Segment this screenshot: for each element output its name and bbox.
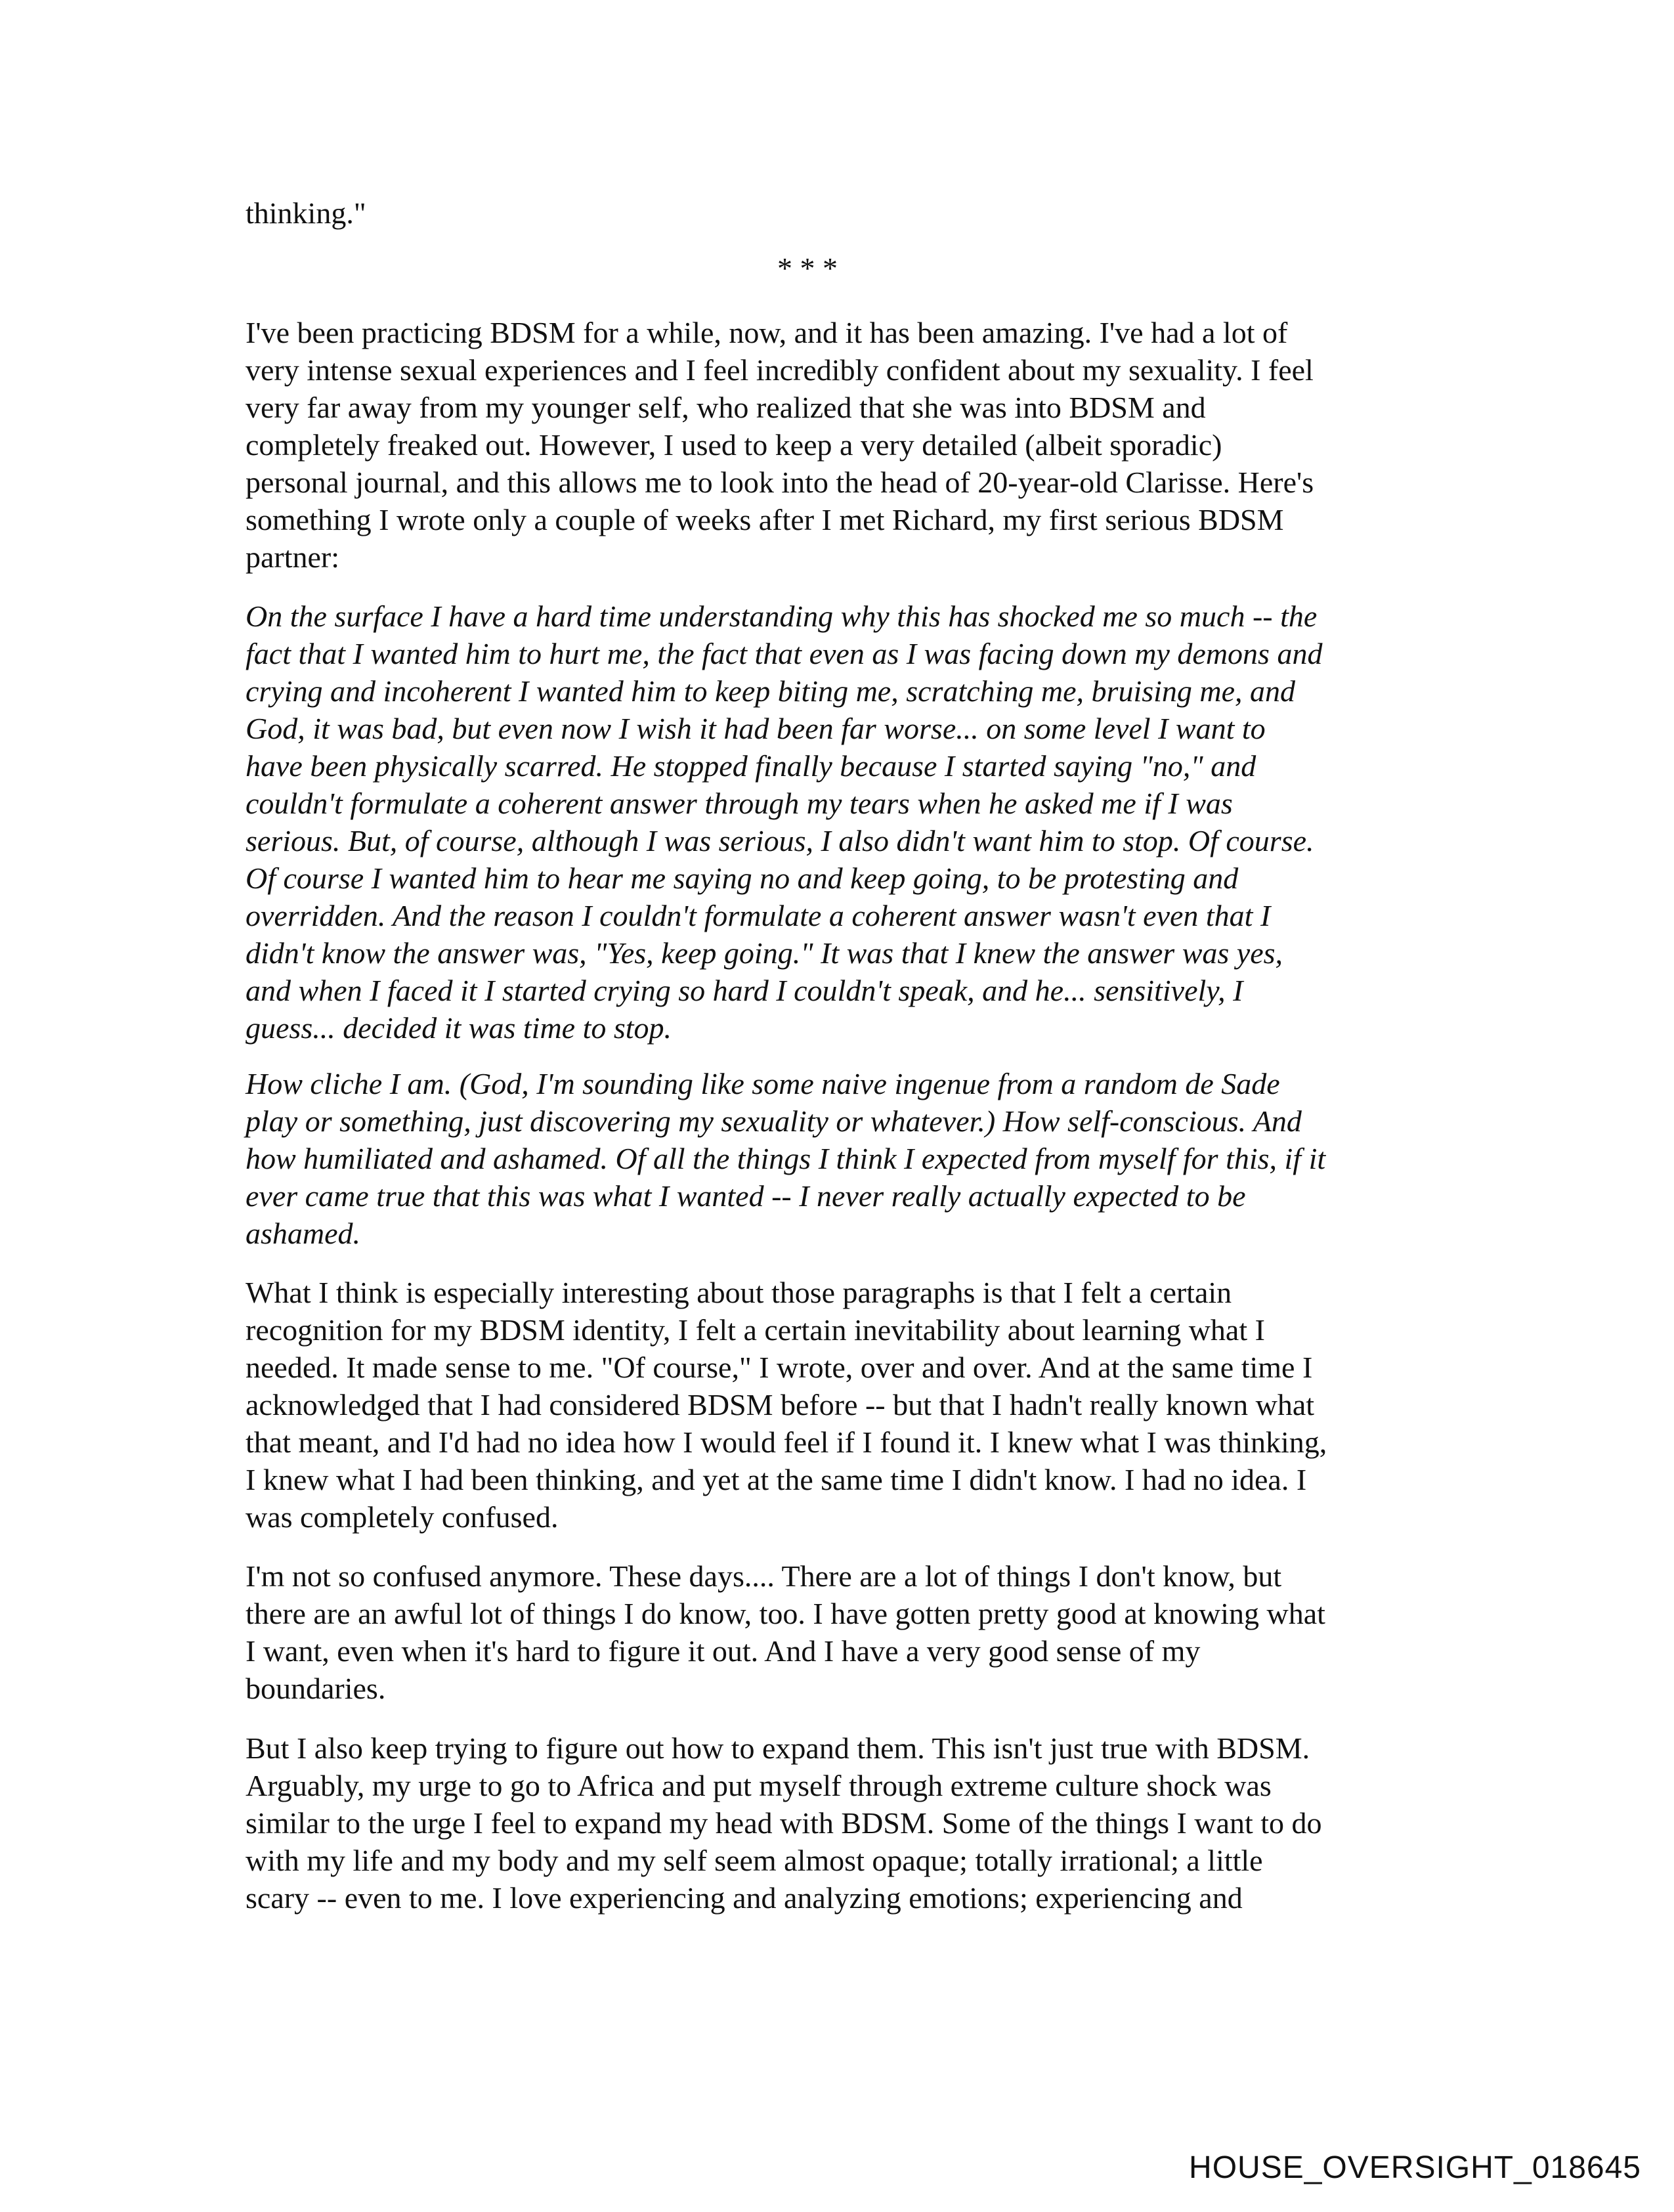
- text-line: acknowledged that I had considered BDSM before -- but that I hadn't really known what: [246, 1388, 1315, 1421]
- text-line: similar to the urge I feel to expand my head with BDSM. Some of the things I want to do: [246, 1806, 1322, 1840]
- text-line: there are an awful lot of things I do know, too. I have gotten pretty good at knowing what: [246, 1597, 1325, 1630]
- text-line: and when I faced it I started crying so hard I couldn't speak, and he... sensitively, I: [246, 974, 1243, 1007]
- text-line: very intense sexual experiences and I feel incredibly confident about my sexuality. I feel: [246, 353, 1314, 387]
- text-line: was completely confused.: [246, 1500, 559, 1534]
- text-line: couldn't formulate a coherent answer through my tears when he asked me if I was: [246, 787, 1233, 820]
- text-line: serious. But, of course, although I was serious, I also didn't want him to stop. Of course.: [246, 824, 1314, 857]
- paragraph: [246, 1274, 1427, 1536]
- text-line: guess... decided it was time to stop.: [246, 1011, 672, 1045]
- text-line: ashamed.: [246, 1217, 361, 1250]
- text-line: I knew what I had been thinking, and yet at the same time I didn't know. I had no idea. I: [246, 1463, 1307, 1496]
- text-line: God, it was bad, but even now I wish it had been far worse... on some level I want to: [246, 712, 1266, 745]
- text-line: scary -- even to me. I love experiencing and analyzing emotions; experiencing and: [246, 1881, 1243, 1915]
- text-line: with my life and my body and my self seem almost opaque; totally irrational; a little: [246, 1844, 1263, 1877]
- text-line: have been physically scarred. He stopped finally because I started saying "no," and: [246, 749, 1256, 783]
- paragraph: [246, 314, 1427, 576]
- text-line: I'm not so confused anymore. These days.... There are a lot of things I don't know, but: [246, 1559, 1282, 1593]
- text-line: Of course I wanted him to hear me saying no and keep going, to be protesting and: [246, 861, 1239, 895]
- text-line: boundaries.: [246, 1672, 386, 1705]
- text-line: Arguably, my urge to go to Africa and put myself through extreme culture shock was: [246, 1769, 1272, 1802]
- text-line: overridden. And the reason I couldn't formulate a coherent answer wasn't even that I: [246, 899, 1271, 932]
- text-line: ever came true that this was what I wanted -- I never really actually expected to be: [246, 1179, 1246, 1213]
- text-line: didn't know the answer was, "Yes, keep going." It was that I knew the answer was yes,: [246, 936, 1283, 970]
- text-line: How cliche I am. (God, I'm sounding like some naive ingenue from a random de Sade: [246, 1067, 1280, 1100]
- text-line: play or something, just discovering my sexuality or whatever.) How self-conscious. And: [246, 1104, 1302, 1138]
- paragraph: [246, 1557, 1427, 1707]
- paragraph: [246, 1729, 1427, 1917]
- section-separator: * * *: [777, 251, 838, 285]
- text-line: What I think is especially interesting about those paragraphs is that I felt a certain: [246, 1276, 1232, 1309]
- text-line: recognition for my BDSM identity, I felt a certain inevitability about learning what I: [246, 1313, 1265, 1347]
- text-line: But I also keep trying to figure out how to expand them. This isn't just true with BDSM.: [246, 1731, 1310, 1765]
- text-line: partner:: [246, 540, 340, 574]
- journal-excerpt-paragraph: [246, 1065, 1427, 1252]
- bates-number: HOUSE_OVERSIGHT_018645: [1189, 2150, 1641, 2185]
- text-line: thinking.": [246, 196, 366, 230]
- text-line: crying and incoherent I wanted him to keep biting me, scratching me, bruising me, and: [246, 674, 1296, 708]
- opening-fragment: [246, 194, 1427, 232]
- text-line: needed. It made sense to me. "Of course," I wrote, over and over. And at the same time I: [246, 1351, 1313, 1384]
- text-line: very far away from my younger self, who realized that she was into BDSM and: [246, 391, 1206, 424]
- text-line: I want, even when it's hard to figure it out. And I have a very good sense of my: [246, 1634, 1201, 1668]
- text-line: fact that I wanted him to hurt me, the fact that even as I was facing down my demons and: [246, 637, 1323, 670]
- text-line: I've been practicing BDSM for a while, now, and it has been amazing. I've had a lot of: [246, 316, 1288, 349]
- text-line: completely freaked out. However, I used to keep a very detailed (albeit sporadic): [246, 428, 1222, 462]
- text-line: how humiliated and ashamed. Of all the things I think I expected from myself for this, if it: [246, 1142, 1326, 1175]
- text-line: something I wrote only a couple of weeks after I met Richard, my first serious BDSM: [246, 503, 1284, 536]
- text-line: that meant, and I'd had no idea how I would feel if I found it. I knew what I was thinking,: [246, 1425, 1327, 1459]
- journal-excerpt-paragraph: [246, 597, 1427, 1047]
- text-line: personal journal, and this allows me to look into the head of 20-year-old Clarisse. Here's: [246, 466, 1314, 499]
- text-line: On the surface I have a hard time understanding why this has shocked me so much -- the: [246, 599, 1318, 633]
